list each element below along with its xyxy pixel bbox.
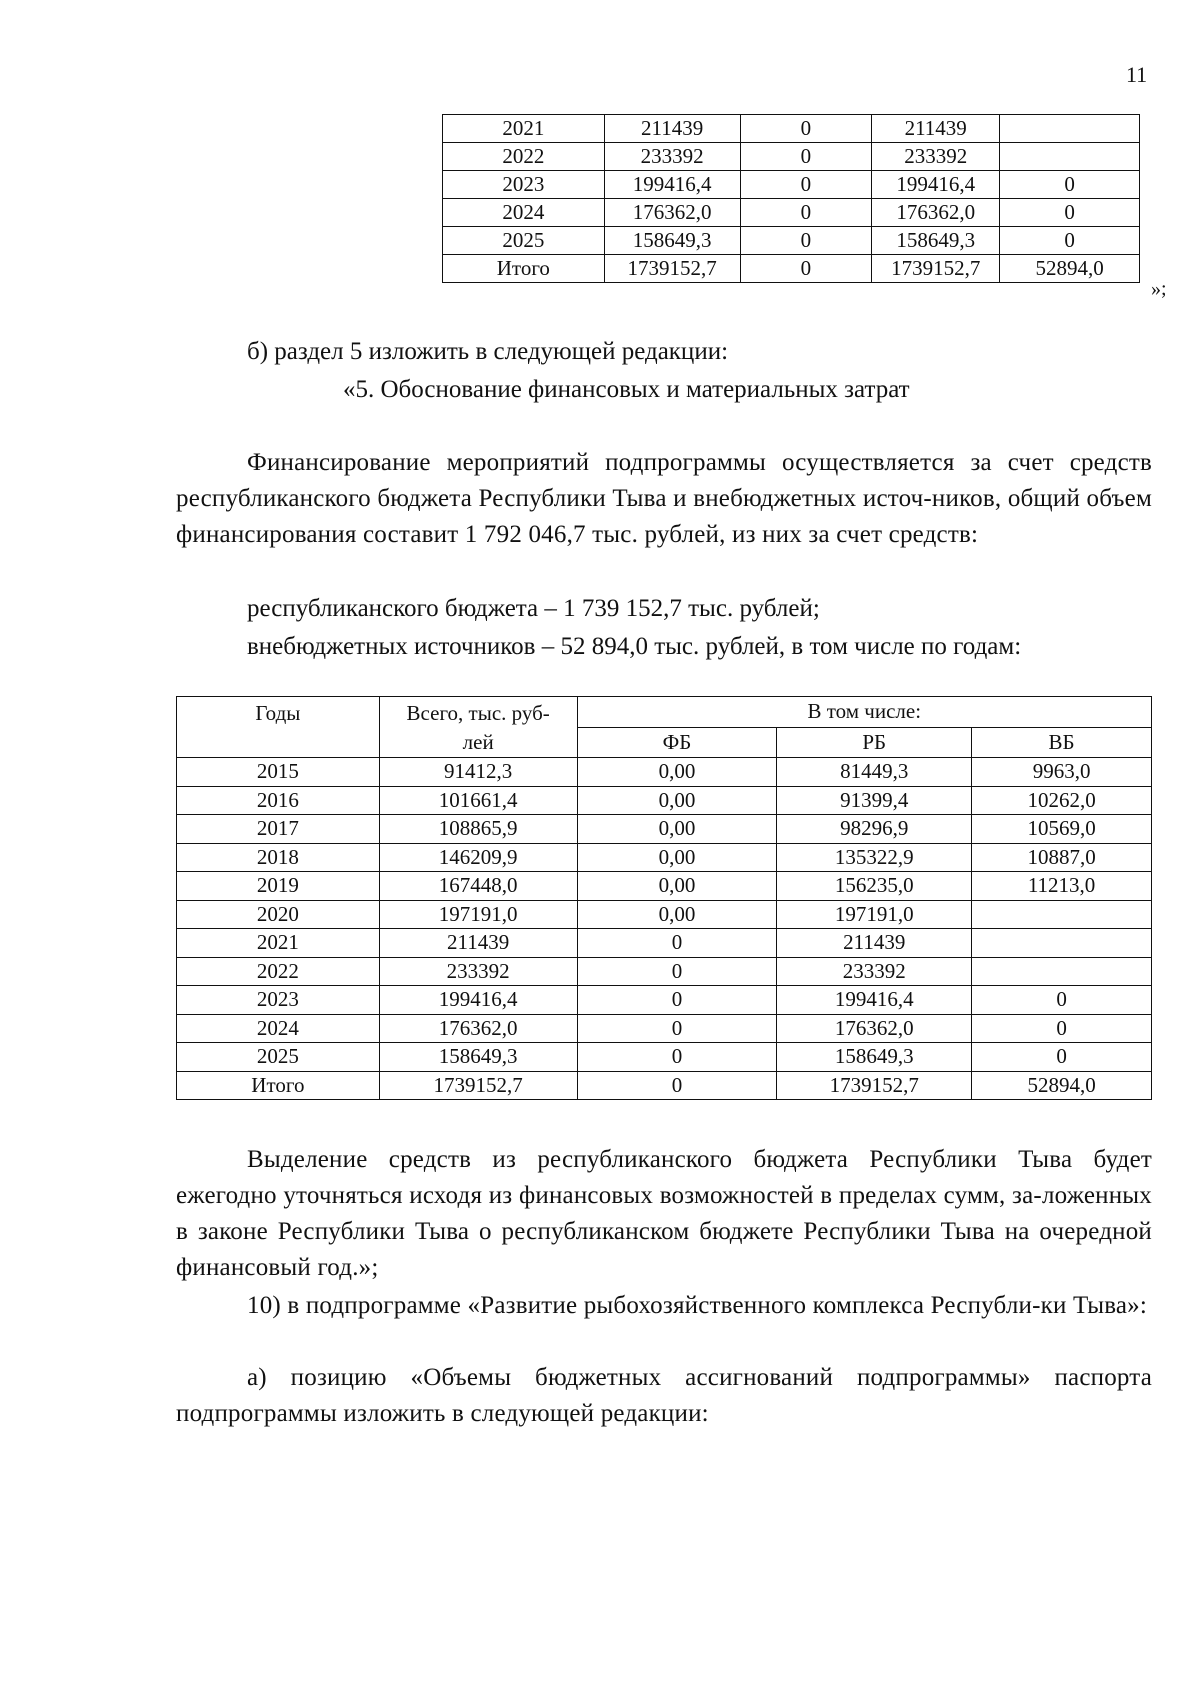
financing-table-cell-rb: 197191,0 (777, 900, 972, 929)
top-table-cell-rb: 211439 (872, 115, 1000, 143)
line-extrabudgetary: внебюджетных источников – 52 894,0 тыс. рублей, в том числе по годам: (247, 633, 1022, 660)
financing-table-cell-year: 2020 (177, 900, 380, 929)
financing-table-cell-total: 108865,9 (379, 815, 577, 844)
financing-table-cell-vb (972, 957, 1152, 986)
financing-table-row (177, 929, 1152, 958)
top-table-cell-fb: 0 (740, 255, 872, 283)
financing-table-row (177, 900, 1152, 929)
top-table-cell-rb: 233392 (872, 143, 1000, 171)
financing-table-row (177, 1043, 1152, 1072)
financing-table-cell-year: 2015 (177, 758, 380, 787)
financing-table-cell-total: 158649,3 (379, 1043, 577, 1072)
financing-table-row (177, 986, 1152, 1015)
financing-table-cell-vb: 52894,0 (972, 1071, 1152, 1100)
top-table-cell-total: 199416,4 (604, 171, 740, 199)
financing-table-cell-total: 176362,0 (379, 1014, 577, 1043)
top-table-cell-rb: 199416,4 (872, 171, 1000, 199)
financing-table-cell-vb: 9963,0 (972, 758, 1152, 787)
financing-table-cell-total: 91412,3 (379, 758, 577, 787)
financing-table-cell-fb: 0,00 (577, 786, 777, 815)
financing-table-cell-year: 2024 (177, 1014, 380, 1043)
top-table-cell-rb: 158649,3 (872, 227, 1000, 255)
header-years: Годы (177, 697, 380, 758)
top-table-cell-vb: 0 (1000, 199, 1140, 227)
financing-table-cell-fb: 0 (577, 1043, 777, 1072)
top-table-row (443, 199, 1140, 227)
financing-table-cell-total: 197191,0 (379, 900, 577, 929)
financing-table-cell-total: 211439 (379, 929, 577, 958)
paragraph-financing: Финансирование мероприятий подпрограммы осуществляется за счет средств республиканского бюджета Республики Тыва и внебюджетных источ-ников, общий объем финансирования составит 1 792 046,7 тыс. рублей, из них за счет средств: (176, 449, 1152, 548)
top-table-cell-fb: 0 (740, 115, 872, 143)
financing-table-cell-rb: 156235,0 (777, 872, 972, 901)
financing-table-cell-rb: 233392 (777, 957, 972, 986)
financing-table-cell-year: 2022 (177, 957, 380, 986)
line-republican-budget: республиканского бюджета – 1 739 152,7 тыс. рублей; (247, 595, 820, 622)
top-table-cell-rb: 1739152,7 (872, 255, 1000, 283)
financing-table-cell-total: 101661,4 (379, 786, 577, 815)
page-number: 11 (1126, 62, 1148, 87)
top-table-cell-year: Итого (443, 255, 605, 283)
financing-table-cell-fb: 0,00 (577, 815, 777, 844)
financing-table-cell-rb: 199416,4 (777, 986, 972, 1015)
financing-table-cell-vb: 0 (972, 1014, 1152, 1043)
financing-table-cell-vb (972, 900, 1152, 929)
item-b-text: б) раздел 5 изложить в следующей редакции: (247, 338, 729, 365)
financing-table-cell-vb: 10262,0 (972, 786, 1152, 815)
financing-table-row (177, 1071, 1152, 1100)
header-including: В том числе: (577, 697, 1151, 728)
financing-table-cell-fb: 0 (577, 1014, 777, 1043)
financing-table-cell-year: Итого (177, 1071, 380, 1100)
financing-table-cell-total: 167448,0 (379, 872, 577, 901)
top-table-cell-total: 233392 (604, 143, 740, 171)
financing-table-cell-fb: 0 (577, 1071, 777, 1100)
financing-table-row (177, 957, 1152, 986)
financing-table-header (177, 697, 1152, 758)
paragraph-item-a: а) позицию «Объемы бюджетных ассигнований подпрограммы» паспорта подпрограммы изложить в следующей редакции: (176, 1364, 1152, 1427)
header-vb: ВБ (972, 727, 1152, 758)
top-table-cell-year: 2021 (443, 115, 605, 143)
closing-quote-mark: »; (1151, 278, 1167, 300)
financing-table-cell-fb: 0 (577, 929, 777, 958)
financing-table-cell-year: 2019 (177, 872, 380, 901)
financing-table-cell-total: 146209,9 (379, 843, 577, 872)
financing-table-cell-rb: 211439 (777, 929, 972, 958)
financing-table-cell-fb: 0,00 (577, 900, 777, 929)
top-table-body (443, 115, 1140, 283)
top-table-cell-year: 2022 (443, 143, 605, 171)
financing-table-cell-year: 2016 (177, 786, 380, 815)
top-table-cell-vb: 0 (1000, 171, 1140, 199)
top-table-cell-total: 1739152,7 (604, 255, 740, 283)
financing-table-cell-total: 233392 (379, 957, 577, 986)
financing-table-cell-year: 2017 (177, 815, 380, 844)
top-table-cell-vb: 0 (1000, 227, 1140, 255)
financing-table-cell-fb: 0,00 (577, 758, 777, 787)
top-table-cell-year: 2023 (443, 171, 605, 199)
financing-table-cell-rb: 81449,3 (777, 758, 972, 787)
financing-table-row (177, 758, 1152, 787)
top-table-row (443, 171, 1140, 199)
financing-table-cell-rb: 135322,9 (777, 843, 972, 872)
top-table-cell-fb: 0 (740, 171, 872, 199)
section-title: «5. Обоснование финансовых и материальных затрат (343, 376, 910, 403)
financing-table (176, 696, 1152, 1100)
financing-table-cell-year: 2021 (177, 929, 380, 958)
top-table-cell-fb: 0 (740, 227, 872, 255)
financing-table-cell-fb: 0,00 (577, 843, 777, 872)
financing-table-cell-vb: 0 (972, 986, 1152, 1015)
financing-table-cell-rb: 1739152,7 (777, 1071, 972, 1100)
financing-table-cell-year: 2025 (177, 1043, 380, 1072)
top-table-row (443, 115, 1140, 143)
top-table-cell-year: 2025 (443, 227, 605, 255)
paragraph-allocation: Выделение средств из республиканского бюджета Республики Тыва будет ежегодно уточняться исходя из финансовых возможностей в пределах сумм, за-ложенных в законе Республики Тыва о республиканском бюджете Республики Тыва на очередной финансовый год.»; (176, 1146, 1152, 1281)
top-table-cell-fb: 0 (740, 199, 872, 227)
top-table-row (443, 143, 1140, 171)
financing-table-cell-fb: 0 (577, 986, 777, 1015)
financing-table-cell-vb: 0 (972, 1043, 1152, 1072)
top-table-cell-year: 2024 (443, 199, 605, 227)
top-table-cell-total: 211439 (604, 115, 740, 143)
financing-table-cell-vb: 10569,0 (972, 815, 1152, 844)
financing-table-cell-rb: 158649,3 (777, 1043, 972, 1072)
financing-table-row (177, 1014, 1152, 1043)
top-table-row (443, 227, 1140, 255)
financing-table-cell-fb: 0 (577, 957, 777, 986)
top-table-cell-vb (1000, 143, 1140, 171)
top-table-cell-vb: 52894,0 (1000, 255, 1140, 283)
financing-table-row (177, 815, 1152, 844)
top-table-cell-rb: 176362,0 (872, 199, 1000, 227)
financing-table-cell-rb: 98296,9 (777, 815, 972, 844)
financing-table-cell-rb: 176362,0 (777, 1014, 972, 1043)
financing-table-cell-vb (972, 929, 1152, 958)
top-table (442, 114, 1140, 283)
financing-table-cell-total: 199416,4 (379, 986, 577, 1015)
financing-table-row (177, 786, 1152, 815)
top-table-cell-total: 158649,3 (604, 227, 740, 255)
financing-table-cell-year: 2023 (177, 986, 380, 1015)
header-rb: РБ (777, 727, 972, 758)
top-table-row (443, 255, 1140, 283)
top-table-cell-total: 176362,0 (604, 199, 740, 227)
financing-table-body (177, 758, 1152, 1100)
top-table-cell-vb (1000, 115, 1140, 143)
paragraph-item-10: 10) в подпрограмме «Развитие рыбохозяйственного комплекса Республи-ки Тыва»: (247, 1292, 1148, 1319)
header-total: Всего, тыс. руб-лей (379, 697, 577, 758)
financing-table-cell-total: 1739152,7 (379, 1071, 577, 1100)
financing-table-row (177, 843, 1152, 872)
financing-table-cell-fb: 0,00 (577, 872, 777, 901)
financing-table-cell-vb: 11213,0 (972, 872, 1152, 901)
financing-table-row (177, 872, 1152, 901)
financing-table-cell-rb: 91399,4 (777, 786, 972, 815)
top-table-cell-fb: 0 (740, 143, 872, 171)
financing-table-cell-vb: 10887,0 (972, 843, 1152, 872)
header-fb: ФБ (577, 727, 777, 758)
financing-table-cell-year: 2018 (177, 843, 380, 872)
